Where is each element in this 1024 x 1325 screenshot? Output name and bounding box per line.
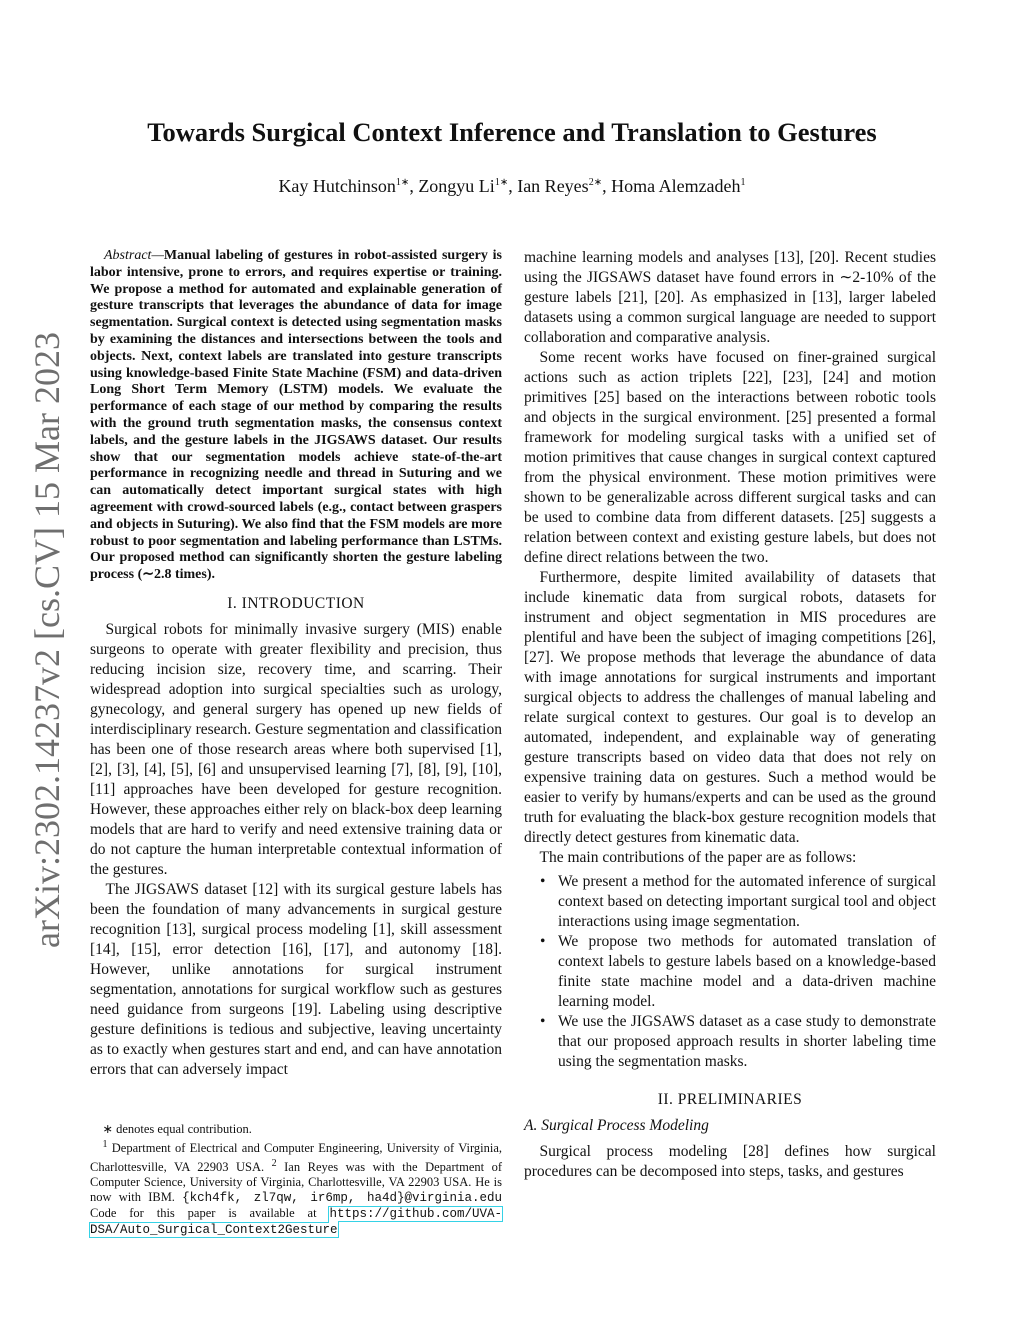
- left-column: [90, 248, 502, 1080]
- section-heading-introduction: I. INTRODUCTION: [227, 594, 365, 612]
- paper-title: Towards Surgical Context Inference and Translation to Gestures: [147, 117, 877, 147]
- intro-paragraph-4: Furthermore, despite limited availability of datasets that include kinematic data from surgical robots, datasets for instrument and object segmentation in MIS procedures are plentiful and have been the subject of imaging competitions [26], [27]. We propose methods that leverage the abundance of data with image annotations for surgical instruments and important surgical objects to address the challenges of manual labeling and relate surgical context to gestures. Our goal is to develop an automated, independent, and explainable way of generating gesture transcripts based on video data that does not rely on expensive training data on gestures. Such a method would be easier to verify by humans/experts and can be used as the ground truth for evaluating the black-box gesture recognition models that directly detect gestures from kinematic data.: [524, 569, 936, 846]
- footnote-code-text: Code for this paper is available at: [90, 1206, 317, 1221]
- author-mark: 1∗: [494, 177, 509, 188]
- footnote-equal-contribution: ∗ denotes equal contribution.: [102, 1122, 252, 1136]
- right-column: [524, 248, 936, 1182]
- author-mark: 1: [740, 177, 746, 188]
- footnote-mark: 2: [271, 1158, 277, 1170]
- footnote-mark: 1: [102, 1139, 108, 1150]
- subsection-heading-surgical-process-modeling: A. Surgical Process Modeling: [524, 1117, 709, 1134]
- list-item: • We use the JIGSAWS dataset as a case study to demonstrate that our proposed approach results in shorter labeling time using the segmentation masks.: [558, 1012, 936, 1072]
- intro-paragraph-3: Some recent works have focused on finer-grained surgical actions such as action triplets [22], [23], [24] and motion primitives [25] based on the interactions between robotic tools and objects in the surgical environment. [25] presented a formal framework for modeling surgical tasks with a unified set of motion primitives that cause changes in surgical context captured from the physical environment. These motion primitives were shown to be generalizable across different surgical tasks and can be used to combine data from different datasets. [25] suggests a relation between context and existing gesture labels, but does not define direct relations between the two.: [524, 349, 936, 566]
- footnote-affiliation-2: Ian Reyes was with the Department of Computer Science, University of Virginia, Charlottesville, VA 22903 USA. He is now with IBM.: [90, 1160, 502, 1205]
- author-mark: 2∗: [588, 177, 603, 188]
- footnote-affiliation-1: Department of Electrical and Computer Engineering, University of Virginia, Charlottesville, VA 22903 USA.: [90, 1141, 502, 1175]
- footnotes: [90, 1122, 502, 1238]
- author-name: Kay Hutchinson: [278, 176, 396, 196]
- author-name: Ian Reyes: [517, 176, 589, 196]
- footnote-affiliations: [90, 1137, 502, 1238]
- author-mark: 1∗: [395, 177, 410, 188]
- intro-paragraph-2: The JIGSAWS dataset [12] with its surgical gesture labels has been the foundation of many advancements in surgical gesture recognition [13], surgical process modeling [1], skill assessment [14], [15], error detection [16], [17], and autonomy [18]. However, unlike annotations for surgical instrument segmentation, annotations for surgical workflow such as gestures need guidance from surgeons [19]. Labeling using descriptive gesture definitions is tedious and subjective, leaving uncertainty as to exactly when gestures start and end, and can have annotation errors that can adversely impact: [90, 880, 502, 1078]
- intro-paragraph-5: The main contributions of the paper are as follows:: [539, 849, 857, 866]
- author-name: Zongyu Li: [418, 176, 495, 196]
- list-item: • We propose two methods for automated translation of context labels to gesture labels based on a knowledge-based finite state machine model and a data-driven machine learning model.: [558, 932, 936, 1012]
- abstract: [90, 248, 502, 584]
- footnote-emails: {kch4fk, zl7qw, ir6mp, ha4d}@virginia.edu: [182, 1191, 502, 1206]
- list-item: • We present a method for the automated inference of surgical context based on detecting important surgical tool and object interactions using image segmentation.: [558, 872, 936, 932]
- intro-paragraph-1: Surgical robots for minimally invasive surgery (MIS) enable surgeons to operate with greater flexibility and precision, thus reducing incision size, recovery time, and scarring. Their widespread adoption into surgical specialties such as urology, gynecology, and general surgery has opened up new fields of interdisciplinary research. Gesture segmentation and classification has been one of those research areas where both supervised [1], [2], [3], [4], [5], [6] and unsupervised learning [7], [8], [9], [10], [11] approaches have been developed for gesture recognition. However, these approaches either rely on black-box deep learning models that are hard to verify and need extensive training data or do not capture the human interpretable contextual information of the gestures.: [90, 620, 502, 878]
- author-list: Kay Hutchinson$^{1∗}$, Zongyu $Li^{1∗}$, Ian Reyes$^{2∗}$, Homa Alemzadeh$^1$: [278, 176, 746, 196]
- arxiv-stamp: arXiv:2302.14237v2 [cs.CV] 15 Mar 2023: [27, 332, 67, 948]
- abstract-text: Manual labeling of gestures in robot-assisted surgery is labor intensive, prone to errors, and requires expertise or training. We propose a method for automated and explainable generation of gesture transcripts that leverages the abundance of data for image segmentation. Surgical context is detected using segmentation masks by examining the distances and intersections between the tools and objects. Next, context labels are translated into gesture transcripts using knowledge-based Finite State Machine (FSM) and data-driven Long Short Term Memory (LSTM) models. We evaluate the performance of each stage of our method by comparing the results with the ground truth segmentation masks, the consensus context labels, and the gesture labels in the JIGSAWS dataset. Our results show that our segmentation models achieve state-of-the-art performance in recognizing needle and thread in Suturing and we can automatically detect important surgical states with high agreement with crowd-sourced labels (e.g., contact between graspers and objects in Suturing). We also find that the FSM models are more robust to poor segmentation and labeling performance than LSTMs. Our proposed method can significantly shorten the gesture labeling process (∼2.8 times).: [90, 248, 502, 583]
- prelim-paragraph-1: Surgical process modeling [28] defines how surgical procedures can be decomposed into steps, tasks, and gestures: [524, 1143, 936, 1180]
- code-url-link[interactable]: https://github.com/UVA-DSA/Auto_Surgical_Context2Gesture: [90, 1207, 503, 1238]
- author-name: Homa Alemzadeh: [611, 176, 741, 196]
- section-heading-preliminaries: II. PRELIMINARIES: [657, 1091, 803, 1108]
- abstract-lead: Abstract—: [104, 248, 164, 263]
- intro-paragraph-2-continued: machine learning models and analyses [13], [20]. Recent studies using the JIGSAWS dataset have found errors in ∼2-10% of the gesture labels [21], [20]. As emphasized in [13], larger labeled datasets using a common surgical language are needed to support collaboration and comparative analysis.: [524, 249, 936, 346]
- contributions-list: [524, 872, 936, 1072]
